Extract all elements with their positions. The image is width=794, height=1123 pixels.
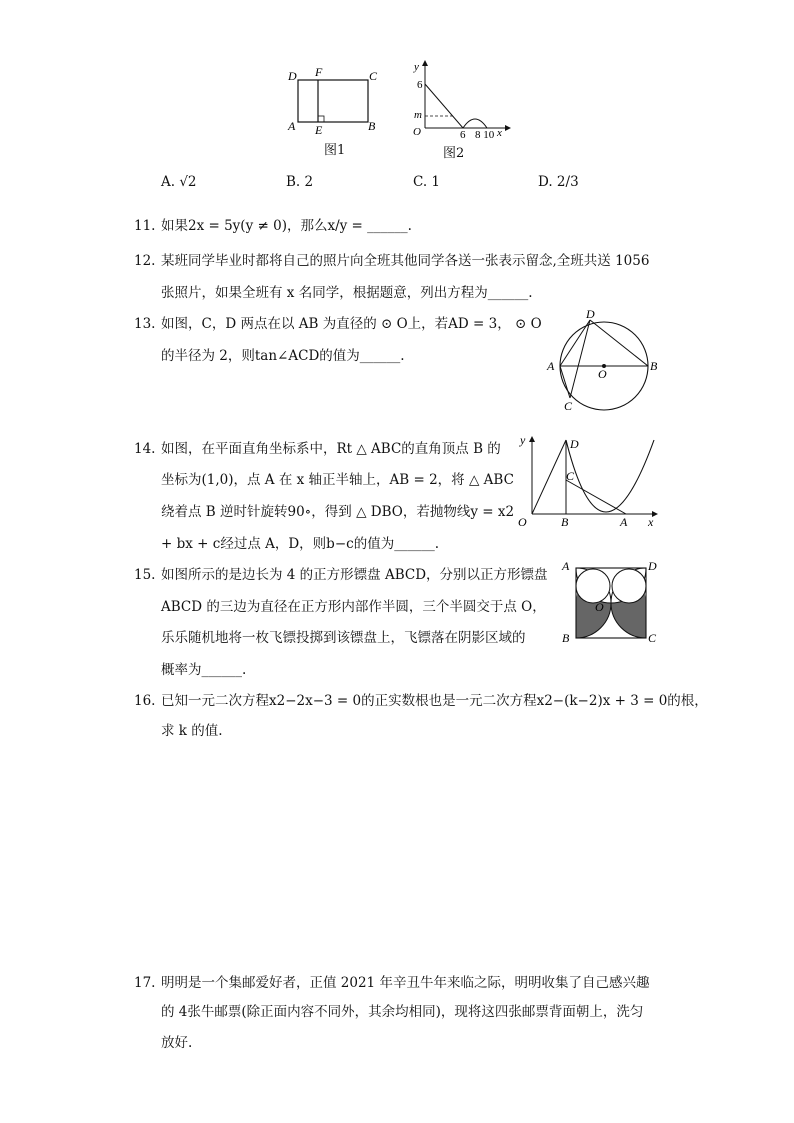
q17-line1: 明明是一个集邮爱好者，正值 2021 年辛丑牛年来临之际，明明收集了自己感兴趣: [161, 975, 650, 991]
fig14-label-a: A: [620, 515, 628, 529]
option-c: C. 1: [413, 174, 441, 190]
fig13-label-o: O: [598, 367, 607, 381]
q17-line3: 放好.: [161, 1035, 193, 1051]
q12-line1: 某班同学毕业时都将自己的照片向全班其他同学各送一张表示留念,全班共送 1056: [161, 253, 650, 269]
fig15-label-c: C: [648, 631, 657, 645]
fig1-label-b: B: [368, 119, 376, 133]
fig15-label-o: O: [595, 600, 604, 614]
q13-number: 13.: [134, 316, 156, 332]
q14-line3: 绕着点 B 逆时针旋转90∘，得到 △ DBO，若抛物线y = x2: [161, 504, 515, 520]
q14-line2: 坐标为(1,0)，点 A 在 x 轴正半轴上，AB = 2，将 △ ABC: [161, 472, 514, 488]
q15-line1: 如图所示的是边长为 4 的正方形镖盘 ABCD，分别以正方形镖盘: [161, 567, 548, 583]
fig15-label-a: A: [562, 559, 570, 573]
q16-line2: 求 k 的值.: [161, 723, 223, 739]
option-d: D. 2/3: [538, 174, 579, 190]
q13-line2: 的半径为 2，则tan∠ACD的值为______.: [161, 348, 405, 364]
q11-number: 11.: [134, 218, 156, 234]
fig2-label-x: x: [497, 127, 502, 139]
fig13-label-c: C: [564, 399, 573, 413]
q15-line4: 概率为______.: [161, 662, 247, 678]
fig14-label-x: x: [648, 515, 654, 529]
q12-line2: 张照片，如果全班有 x 名同学，根据题意，列出方程为______.: [161, 285, 533, 301]
option-b: B. 2: [286, 174, 314, 190]
q15-number: 15.: [134, 567, 156, 583]
fig14-label-o: O: [518, 515, 527, 529]
figure-2-caption: 图2: [443, 146, 465, 161]
figure-dartboard: [556, 558, 666, 648]
q12-number: 12.: [134, 253, 156, 269]
fig14-label-y: y: [520, 433, 526, 447]
fig1-label-d: D: [288, 69, 297, 83]
fig13-label-d: D: [586, 307, 595, 321]
fig14-label-b: B: [561, 515, 569, 529]
fig13-label-a: A: [547, 359, 555, 373]
q13-line1: 如图，C，D 两点在以 AB 为直径的 ⊙ O上，若AD = 3， ⊙ O: [161, 316, 542, 332]
fig2-label-6y: 6: [417, 79, 423, 91]
q17-line2: 的 4张牛邮票(除正面内容不同外，其余均相同)，现将这四张邮票背面朝上，洗匀: [161, 1004, 644, 1020]
fig1-label-e: E: [315, 123, 323, 137]
q16-line1: 已知一元二次方程x2−2x−3 = 0的正实数根也是一元二次方程x2−(k−2)x + 3 = 0的根，: [161, 693, 708, 709]
fig2-label-6x: 6: [460, 129, 466, 141]
figure-circle: [544, 306, 664, 414]
fig14-label-c: C: [566, 469, 575, 483]
fig1-label-f: F: [315, 65, 323, 79]
q16-number: 16.: [134, 693, 156, 709]
q15-line2: ABCD 的三边为直径在正方形内部作半圆，三个半圆交于点 O，: [161, 599, 546, 615]
fig2-label-o: O: [413, 126, 421, 138]
q15-line3: 乐乐随机地将一枚飞镖投掷到该镖盘上，飞镖落在阴影区域的: [161, 630, 526, 646]
fig2-label-m: m: [414, 109, 422, 121]
q14-line1: 如图，在平面直角坐标系中，Rt △ ABC的直角顶点 B 的: [161, 441, 501, 457]
fig13-label-b: B: [650, 359, 658, 373]
figure-2: [405, 58, 515, 143]
q14-line4: + bx + c经过点 A，D，则b−c的值为______.: [161, 536, 439, 552]
fig15-label-d: D: [648, 559, 657, 573]
figure-1-caption: 图1: [324, 143, 346, 158]
q11-text: 如果2x = 5y(y ≠ 0)，那么x/y = ______.: [161, 218, 412, 234]
figure-parabola: [514, 432, 664, 532]
fig1-label-c: C: [369, 69, 378, 83]
q14-number: 14.: [134, 441, 156, 457]
fig2-label-ticks: 8 10: [475, 129, 495, 141]
fig14-label-d: D: [570, 437, 579, 451]
fig1-label-a: A: [288, 119, 296, 133]
fig2-label-y: y: [414, 61, 419, 73]
fig15-label-b: B: [562, 631, 570, 645]
option-a: A. √2: [161, 174, 197, 190]
q17-number: 17.: [134, 975, 156, 991]
